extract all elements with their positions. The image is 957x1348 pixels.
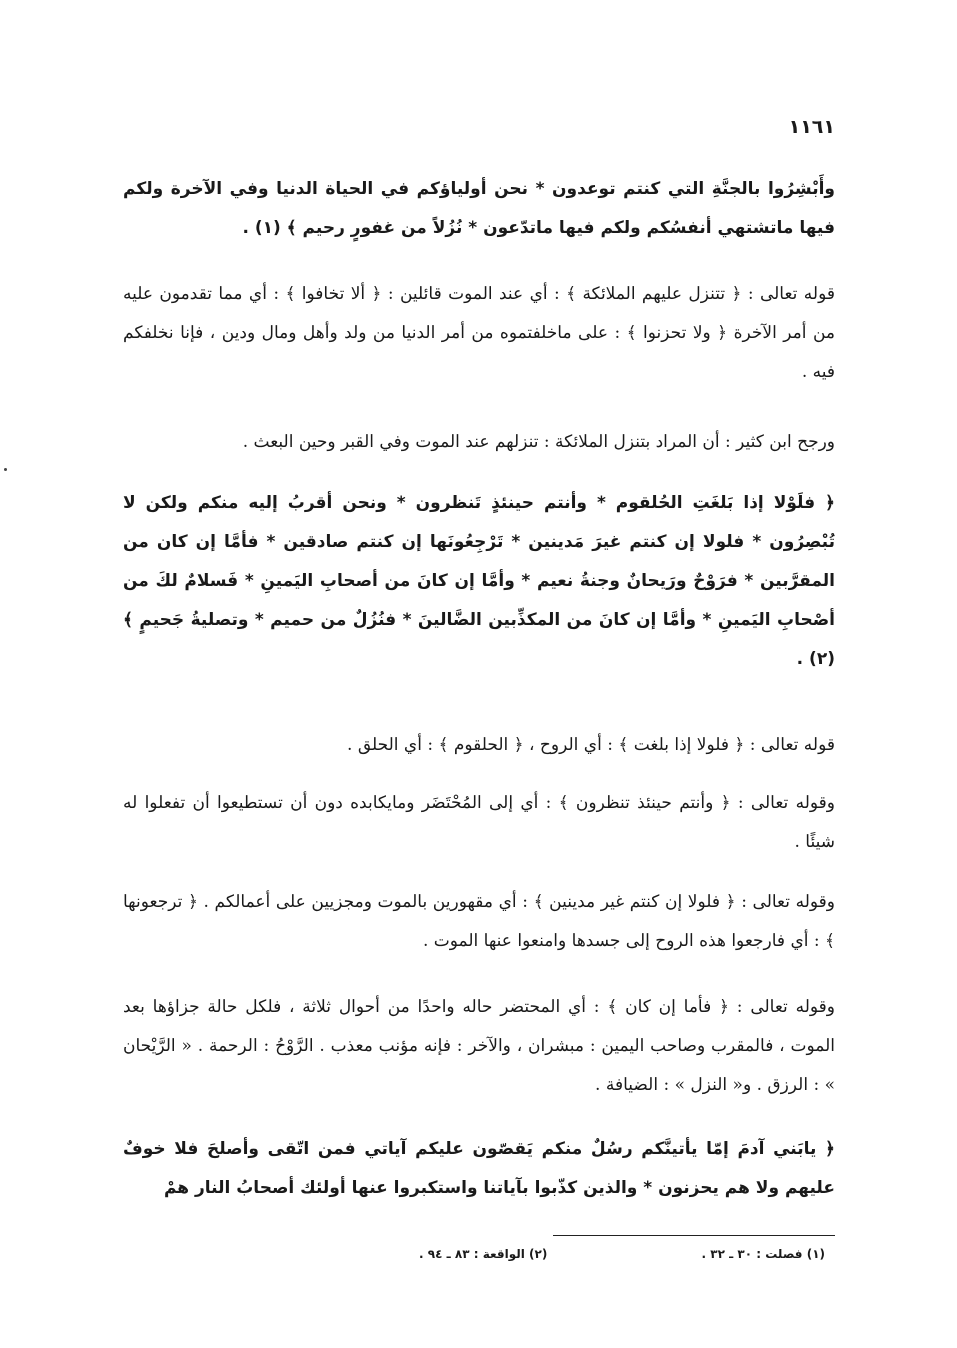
- commentary-paragraph-1: قوله تعالى : ﴿ تتنزل عليهم الملائكة ﴾ : أي عند الموت قائلين : ﴿ ألا تخافوا ﴾ : أي مما تقدمون عليه من أمر الآخرة ﴿ ولا تحزنوا ﴾ : على ماخلفتموه من أمر الدنيا من ولد وأهل ومال ودين ، فإنا نخلفكم فيه .: [123, 284, 835, 382]
- commentary-paragraph-2: ورجح ابن كثير : أن المراد بتنزل الملائكة : تنزلهم عند الموت وفي القبر وحين البعث .: [242, 432, 835, 452]
- page-number: ١١٦١: [788, 116, 835, 138]
- footnote-2: (٢) الواقعة : ٨٣ ـ ٩٤ .: [419, 1247, 548, 1261]
- verse-paragraph-2: ﴿ فلَوْلا إذا بَلغَتِ الحُلقوم * وأنتم حينئذٍ تَنظرون * ونحن أقربُ إليه منكم ولكن لا تُبْصِرُون * فلولا إن كنتم غيرَ مَدينين * تَرْجِعُونَها إن كنتم صادقين * فأمَّا إن كان من المقرَّبين * فرَوْحٌ ورَيحانٌ وجنةُ نعيم * وأمَّا إن كانَ من أصحابِ اليَمينِ * فَسلامٌ لكَ من أصْحابِ اليَمينِ * وأمَّا إن كانَ من المكذِّبين الضَّالينَ * فنُزُلٌ من حميم * وتصليةُ جَحيمٍ ﴾ (٢) .: [123, 493, 835, 669]
- commentary-paragraph-6: وقوله تعالى : ﴿ فأما إن كان ﴾ : أي المحتضر حاله واحدًا من أحوال ثلاثة ، فلكل حالة جزاؤها بعد الموت ، فالمقرب وصاحب اليمين : مبشران ، والآخر : فإنه مؤنب معذب . الرَّوْحُ : الرحمة . « الرَّيْحان » : الرزق . و« النزل » : الضيافة .: [123, 997, 835, 1095]
- commentary-paragraph-4: وقوله تعالى : ﴿ وأنتم حينئذ تنظرون ﴾ : أي إلى المُحْتَضَر ومايكابده دون أن تستطيعوا أن تفعلوا له شيئًا .: [123, 793, 835, 852]
- footnote-1: (١) فصلت : ٣٠ ـ ٣٢ .: [701, 1247, 825, 1261]
- commentary-paragraph-3: قوله تعالى : ﴿ فلولا إذا بلغت ﴾ : أي الروح ، ﴿ الحلقوم ﴾ : أي الحلق .: [347, 735, 835, 755]
- commentary-paragraph-5: وقوله تعالى : ﴿ فلولا إن كنتم غير مدينين ﴾ : أي مقهورين بالموت ومجزيين على أعمالكم . ﴿ ترجعونها ﴾ : أي فارجعوا هذه الروح إلى جسدها وامنعوا عنها الموت .: [123, 892, 835, 951]
- footnote-divider: [553, 1235, 835, 1236]
- verse-paragraph-3: ﴿ يابَني آدمَ إمّا يأتينَّكم رسُلٌ منكم يَقصّون عليكم آياتي فمن اتّقى وأصلحَ فلا خوفٌ عليهم ولا هم يحزنون * والذين كذّبوا بآياتنا واستكبروا عنها أولئك أصحابُ النار همْ: [123, 1139, 835, 1198]
- verse-paragraph-1: وأَبْشِرُوا بالجنَّةِ التي كنتم توعدون * نحن أولياؤكم في الحياة الدنيا وفي الآخرة ولكم فيها ماتشتهي أنفسُكم ولكم فيها ماتدّعون * نُزُلاً من غفورٍ رحيم ﴾ (١) .: [123, 179, 835, 238]
- scan-mark: [4, 468, 7, 471]
- footnotes: [125, 1247, 825, 1261]
